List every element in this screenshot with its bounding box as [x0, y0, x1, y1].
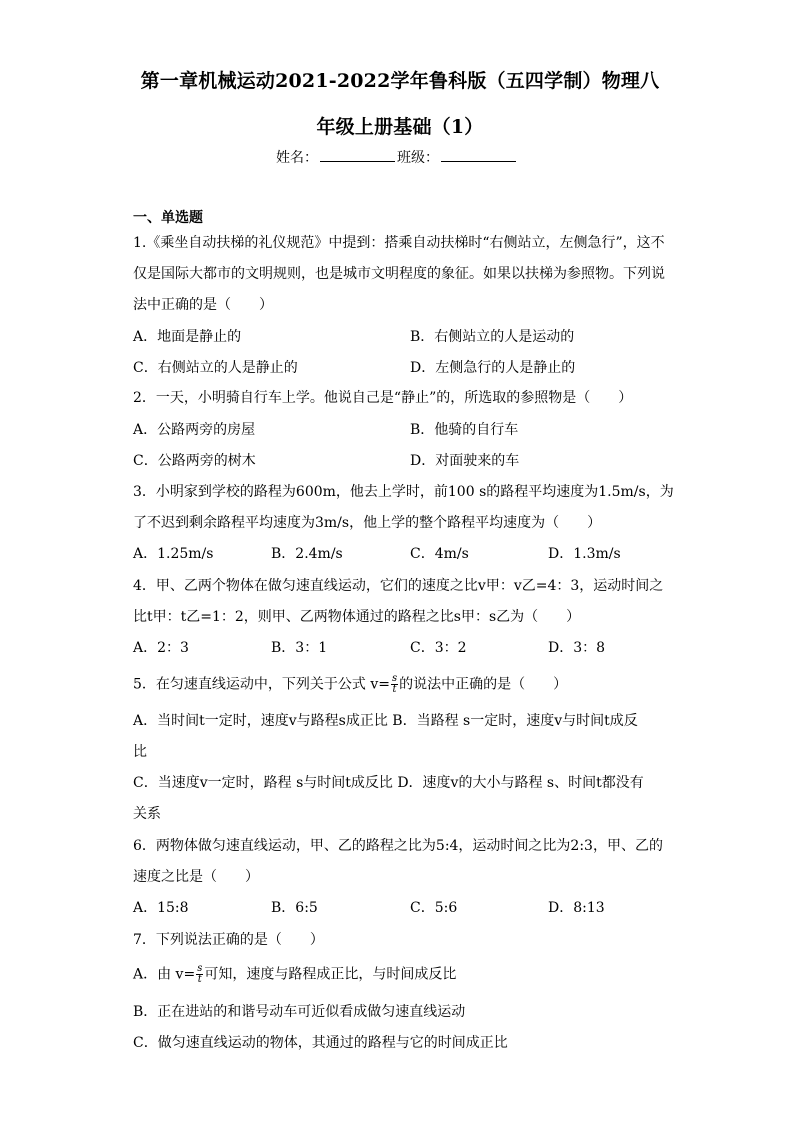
q5-stem-before: 5．在匀速直线运动中，下列关于公式 v= [133, 676, 390, 693]
q3-option-c[interactable]: C．4m/s [410, 546, 469, 562]
q7-option-a-before: A．由 v= [133, 966, 196, 983]
q1-option-d[interactable]: D．左侧急行的人是静止的 [410, 360, 576, 376]
q1-option-b[interactable]: B．右侧站立的人是运动的 [410, 329, 575, 345]
q2-option-c[interactable]: C．公路两旁的树木 [133, 453, 256, 469]
q2-option-a[interactable]: A．公路两旁的房屋 [133, 422, 256, 438]
q7-fraction-denominator: t [197, 974, 202, 985]
q1-line-3: 法中正确的是（ ） [133, 297, 273, 313]
q3-line-1: 3．小明家到学校的路程为600m，他去上学时，前100 s的路程平均速度为1.5m/s，为 [133, 484, 674, 500]
q3-option-a[interactable]: A．1.25m/s [133, 546, 214, 562]
q6-line-1: 6．两物体做匀速直线运动，甲、乙的路程之比为5:4，运动时间之比为2:3，甲、乙的 [133, 838, 663, 854]
q6-option-c[interactable]: C．5:6 [410, 900, 458, 916]
name-label: 姓名： [276, 150, 318, 166]
q4-option-b[interactable]: B．3：1 [271, 640, 328, 656]
section-title: 一、单选题 [133, 210, 203, 226]
class-label: 班级： [397, 150, 439, 166]
q5-fraction-numerator: s [392, 673, 398, 684]
q4-line-2: 比t甲：t乙=1：2，则甲、乙两物体通过的路程之比s甲：s乙为（ ） [133, 609, 581, 625]
q7-fraction-numerator: s [197, 963, 203, 974]
q1-line-2: 仅是国际大都市的文明规则，也是城市文明程度的象征。如果以扶梯为参照物。下列说 [133, 266, 665, 282]
q5-fraction-denominator: t [392, 684, 397, 695]
q7-option-b[interactable]: B．正在进站的和谐号动车可近似看成做匀速直线运动 [133, 1004, 466, 1020]
q2-line-1: 2．一天，小明骑自行车上学。他说自己是“静止”的，所选取的参照物是（ ） [133, 390, 633, 406]
q7-option-c[interactable]: C．做匀速直线运动的物体，其通过的路程与它的时间成正比 [133, 1035, 508, 1051]
class-field[interactable] [441, 147, 516, 162]
page-title-line-1: 第一章机械运动2021-2022学年鲁科版（五四学制）物理八 [140, 70, 660, 92]
q5-formula-fraction [391, 674, 398, 695]
q4-option-c[interactable]: C．3：2 [410, 640, 467, 656]
q5-options-line-2: 比 [133, 744, 147, 760]
student-info [0, 147, 794, 167]
q3-option-d[interactable]: D．1.3m/s [548, 546, 621, 562]
q5-options-line-4: 关系 [133, 806, 161, 822]
q4-option-a[interactable]: A．2：3 [133, 640, 189, 656]
q6-line-2: 速度之比是（ ） [133, 869, 259, 885]
name-field[interactable] [320, 147, 395, 162]
q5-stem [133, 674, 567, 695]
q1-option-c[interactable]: C．右侧站立的人是静止的 [133, 360, 298, 376]
q5-stem-after: 的说法中正确的是（ ） [399, 676, 568, 693]
q1-line-1: 1.《乘坐自动扶梯的礼仪规范》中提到：搭乘自动扶梯时“右侧站立，左侧急行”，这不 [133, 235, 665, 251]
q4-line-1: 4．甲、乙两个物体在做匀速直线运动，它们的速度之比v甲：v乙=4：3，运动时间之 [133, 578, 664, 594]
q2-option-d[interactable]: D．对面驶来的车 [410, 453, 520, 469]
q6-option-b[interactable]: B．6:5 [271, 900, 318, 916]
q6-option-a[interactable]: A．15:8 [133, 900, 189, 916]
q7-option-a[interactable] [133, 964, 456, 985]
q2-option-b[interactable]: B．他骑的自行车 [410, 422, 519, 438]
q6-option-d[interactable]: D．8:13 [548, 900, 605, 916]
q5-options-line-1[interactable]: A．当时间t一定时，速度v与路程s成正比 B．当路程 s一定时，速度v与时间t成反 [133, 713, 638, 729]
page-title-line-2: 年级上册基础（1） [316, 116, 484, 138]
q7-option-a-after: 可知，速度与路程成正比，与时间成反比 [204, 966, 457, 983]
q7-line-1: 7．下列说法正确的是（ ） [133, 932, 324, 948]
q3-line-2: 了不迟到剩余路程平均速度为3m/s，他上学的整个路程平均速度为（ ） [133, 515, 602, 531]
q4-option-d[interactable]: D．3：8 [548, 640, 606, 656]
q5-options-line-3[interactable]: C．当速度v一定时，路程 s与时间t成反比 D．速度v的大小与路程 s、时间t都没有 [133, 775, 644, 791]
q7-formula-fraction [196, 964, 203, 985]
q3-option-b[interactable]: B．2.4m/s [271, 546, 343, 562]
q1-option-a[interactable]: A．地面是静止的 [133, 329, 242, 345]
